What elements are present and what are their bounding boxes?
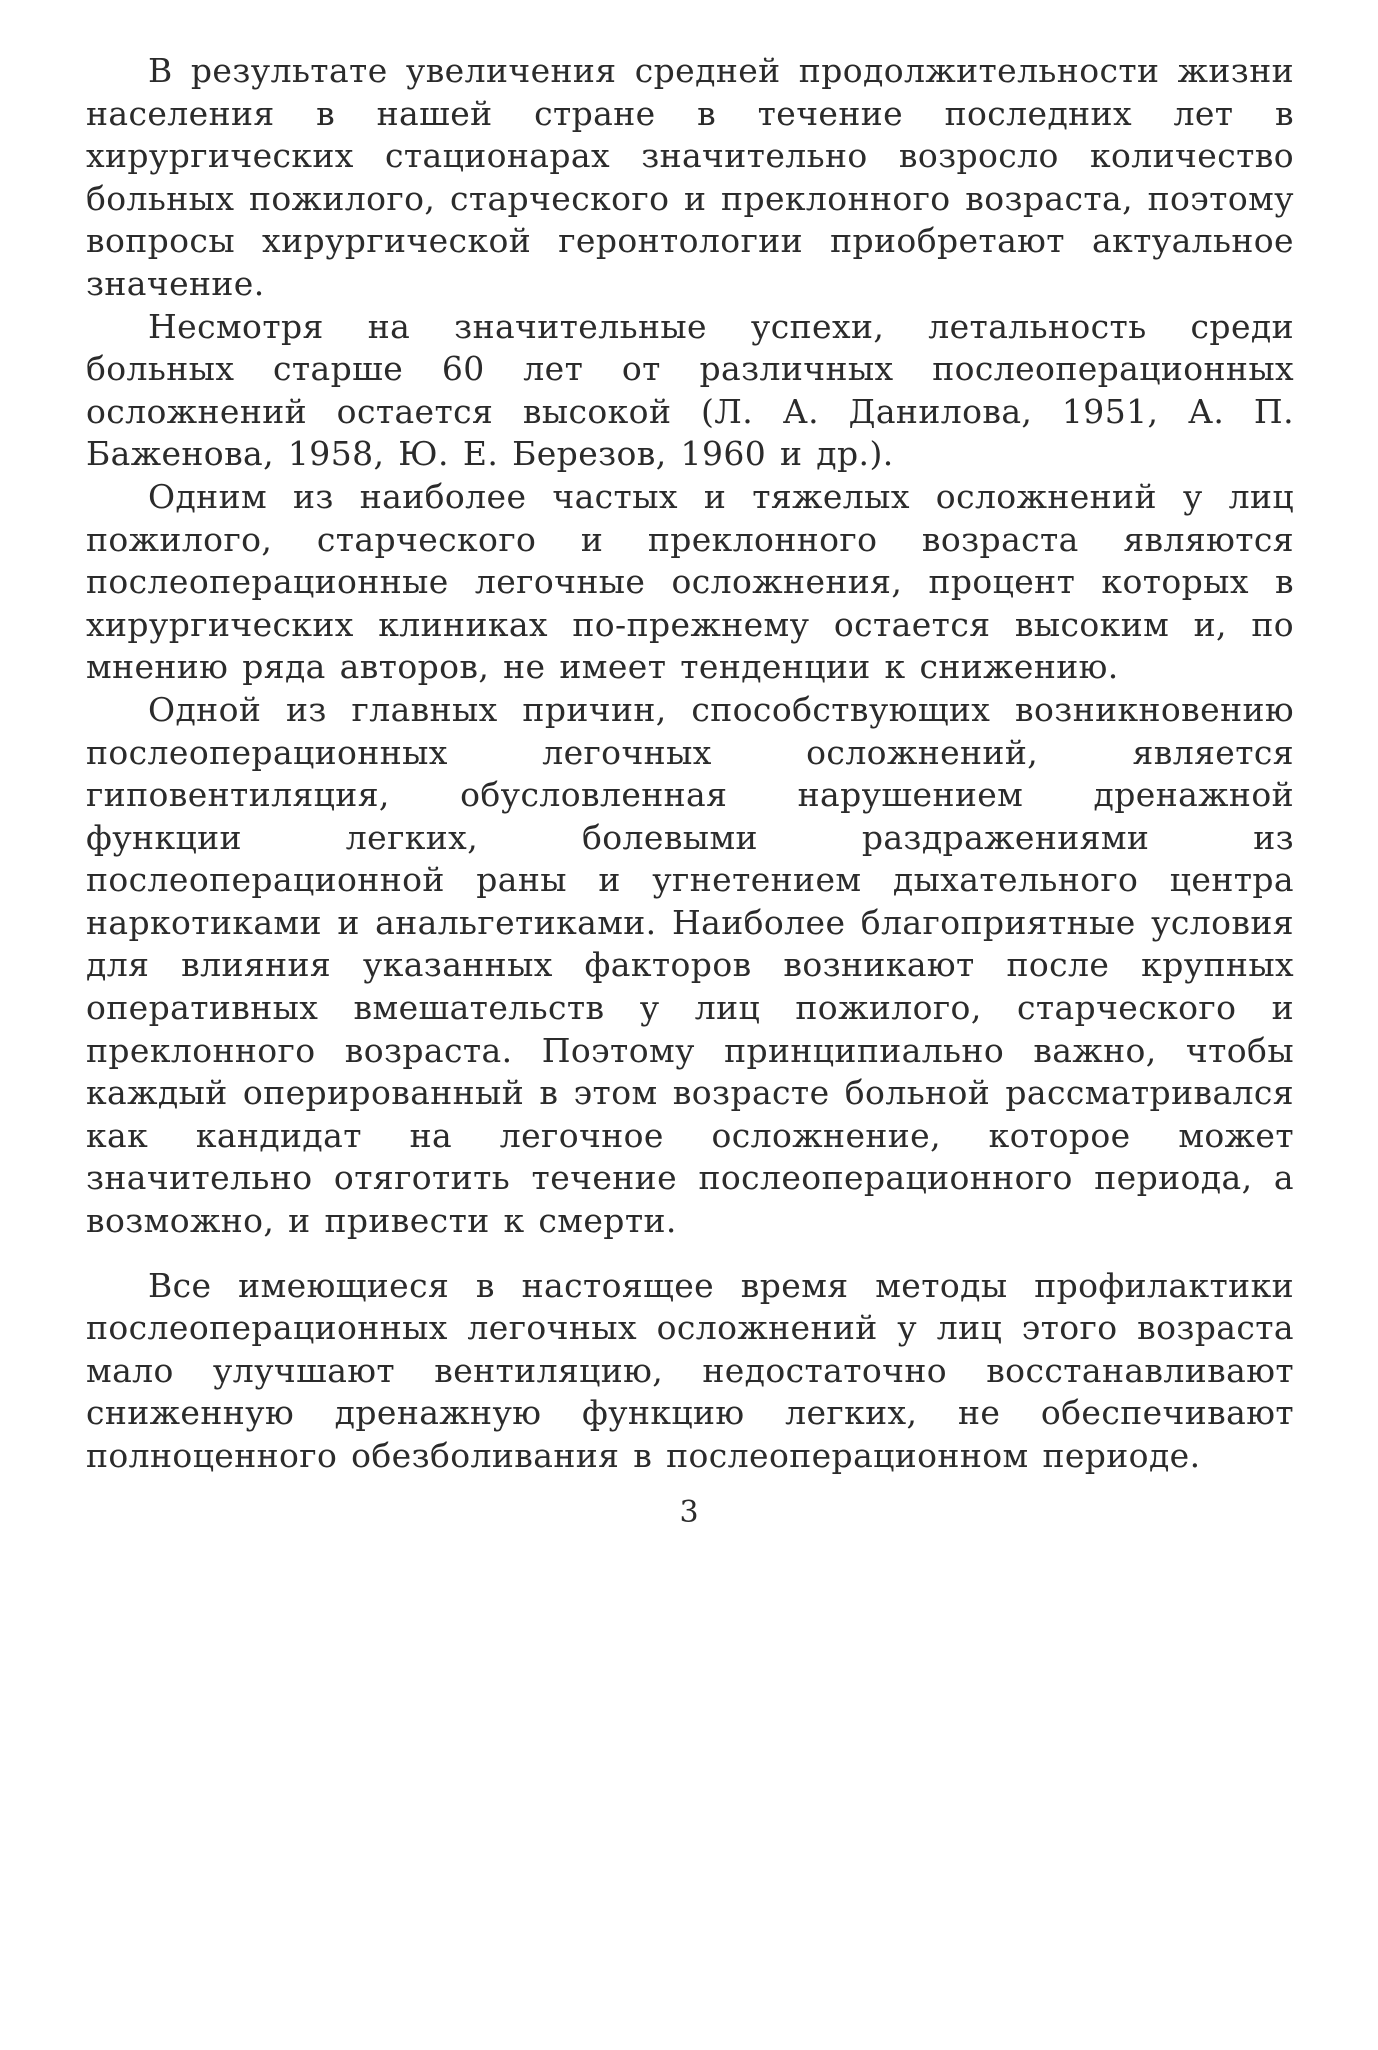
paragraph-hypoventilation: Одной из главных причин, способствующих возникновению послеоперационных легочных осложнений, является гиповентиляция, обусловленная нарушением дренажной функции легких, болевыми раздражениями из послеоперационной раны и угнетением дыхательного центра наркотиками и анальгетиками. Наиболее благоприятные условия для влияния указанных факторов возникают после крупных оперативных вмешательств у лиц пожилого, старческого и преклонного возраста. Поэтому принципиально важно, чтобы каждый оперированный в этом возрасте больной рассматривался как кандидат на легочное осложнение, которое может значительно отяготить течение послеоперационного периода, а возможно, и привести к смерти. — [86, 689, 1294, 1241]
paragraph-prevention-methods: Все имеющиеся в настоящее время методы профилактики послеоперационных легочных осложнений у лиц этого возраста мало улучшают вентиляцию, недостаточно восстанавливают сниженную дренажную функцию легких, не обеспечивают полноценного обезболивания в послеоперационном периоде. — [86, 1265, 1294, 1475]
paragraph-mortality: Несмотря на значительные успехи, летальность среди больных старше 60 лет от различных послеоперационных осложнений остается высокой (Л. А. Данилова, 1951, А. П. Баженова, 1958, Ю. Е. Березов, 1960 и др.). — [86, 306, 1294, 474]
paragraph-intro: В результате увеличения средней продолжительности жизни населения в нашей стране в течение последних лет в хирургических стационарах значительно возросло количество больных пожилого, старческого и преклонного возраста, поэтому вопросы хирургической геронтологии приобретают актуальное значение. — [86, 51, 1294, 303]
paragraph-pulmonary-complications: Одним из наиболее частых и тяжелых осложнений у лиц пожилого, старческого и преклонного возраста являются послеоперационные легочные осложнения, процент которых в хирургических клиниках по-прежнему остается высоким и, по мнению ряда авторов, не имеет тенденции к снижению. — [86, 476, 1294, 687]
page-body — [86, 50, 1294, 1478]
page-number: 3 — [679, 1495, 699, 1530]
